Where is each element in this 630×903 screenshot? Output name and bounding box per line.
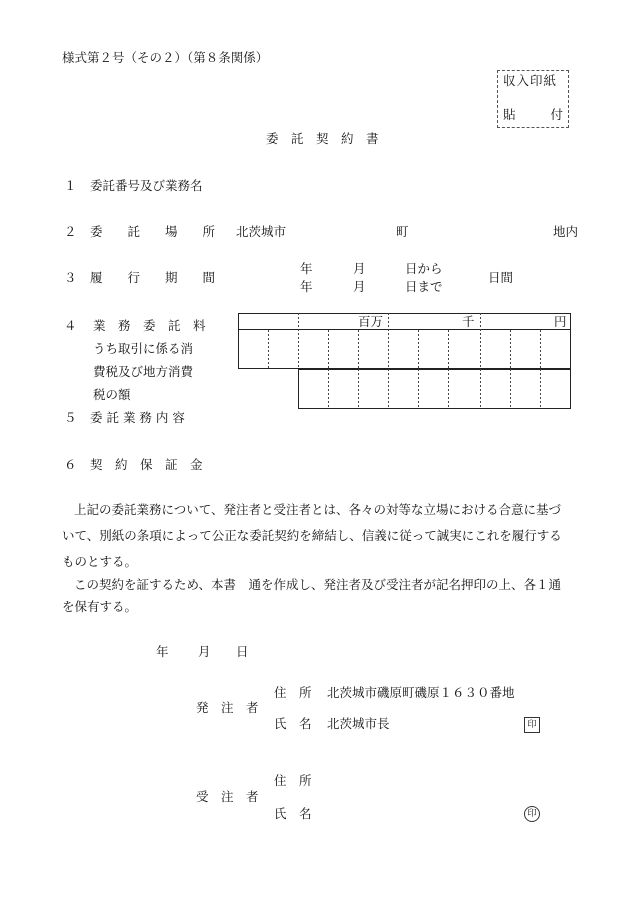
date-month: 月 bbox=[198, 644, 211, 659]
period-end-month: 月 bbox=[353, 279, 366, 294]
item-1-number: １ bbox=[64, 178, 77, 193]
date-year: 年 bbox=[156, 644, 169, 659]
item-2-label: 委 託 場 所 bbox=[90, 224, 216, 239]
orderer-seal: 印 bbox=[524, 717, 540, 733]
item-3-number: ３ bbox=[64, 270, 77, 285]
item-2-number: ２ bbox=[64, 224, 77, 239]
item-4-label: 業 務 委 託 料 bbox=[93, 318, 206, 333]
period-days: 日間 bbox=[488, 270, 514, 285]
revenue-stamp-box bbox=[497, 70, 569, 128]
item-6-number: ６ bbox=[64, 457, 77, 472]
item-6-label: 契 約 保 証 金 bbox=[90, 457, 203, 472]
item-2-town: 町 bbox=[396, 224, 409, 239]
orderer-address-label: 住 所 bbox=[274, 685, 312, 700]
tax-grid-lines bbox=[298, 369, 571, 409]
period-start-month: 月 bbox=[353, 261, 366, 276]
paragraph-2-line-2: を保有する。 bbox=[62, 599, 138, 614]
orderer-name-value: 北茨城市長 bbox=[327, 716, 390, 731]
item-2-area: 地内 bbox=[553, 224, 579, 239]
stamp-label: 収入印紙 bbox=[503, 73, 558, 88]
contractor-address-label: 住 所 bbox=[274, 773, 312, 788]
form-number: 様式第２号（その２）（第８条関係） bbox=[62, 50, 269, 65]
orderer-name-label: 氏 名 bbox=[274, 716, 312, 731]
contractor-name-label: 氏 名 bbox=[274, 806, 312, 821]
tax-label-line2: 費税及び地方消費 bbox=[93, 364, 194, 379]
unit-million: 百万 bbox=[358, 314, 384, 329]
fee-grid-lines bbox=[238, 313, 571, 369]
tax-amount-grid[interactable] bbox=[298, 369, 571, 409]
paragraph-2-line-1: この契約を証するため、本書 通を作成し、発注者及び受注者が記名押印の上、各１通 bbox=[74, 577, 562, 592]
contractor-role: 受 注 者 bbox=[196, 789, 259, 804]
item-4-number: ４ bbox=[64, 318, 77, 333]
tax-label-line1: うち取引に係る消 bbox=[93, 341, 194, 356]
item-2-city: 北茨城市 bbox=[236, 224, 287, 239]
contractor-seal: 印 bbox=[524, 806, 540, 822]
paragraph-1-line-3: ものとする。 bbox=[62, 554, 138, 569]
unit-thousand: 千 bbox=[462, 314, 475, 329]
item-3-label: 履 行 期 間 bbox=[90, 270, 216, 285]
stamp-paste-label: 貼 付 bbox=[503, 107, 563, 122]
period-start-year: 年 bbox=[300, 261, 313, 276]
item-5-number: ５ bbox=[64, 410, 77, 425]
orderer-role: 発 注 者 bbox=[196, 700, 259, 715]
orderer-address-value: 北茨城市磯原町磯原１６３０番地 bbox=[327, 685, 515, 700]
period-end-day: 日まで bbox=[405, 279, 443, 294]
tax-label-line3: 税の額 bbox=[93, 387, 131, 402]
item-1-label: 委託番号及び業務名 bbox=[90, 178, 203, 193]
period-end-year: 年 bbox=[300, 279, 313, 294]
paragraph-1-line-2: いて、別紙の条項によって公正な委託契約を締結し、信義に従って誠実にこれを履行する bbox=[62, 528, 562, 543]
document-title: 委 託 契 約 書 bbox=[266, 131, 379, 146]
paragraph-1-line-1: 上記の委託業務について、発注者と受注者とは、各々の対等な立場における合意に基づ bbox=[74, 502, 562, 517]
date-day: 日 bbox=[236, 644, 249, 659]
unit-yen: 円 bbox=[554, 314, 567, 329]
period-start-day: 日から bbox=[405, 261, 443, 276]
item-5-label: 委 託 業 務 内 容 bbox=[90, 410, 185, 425]
fee-amount-grid[interactable] bbox=[238, 313, 571, 369]
